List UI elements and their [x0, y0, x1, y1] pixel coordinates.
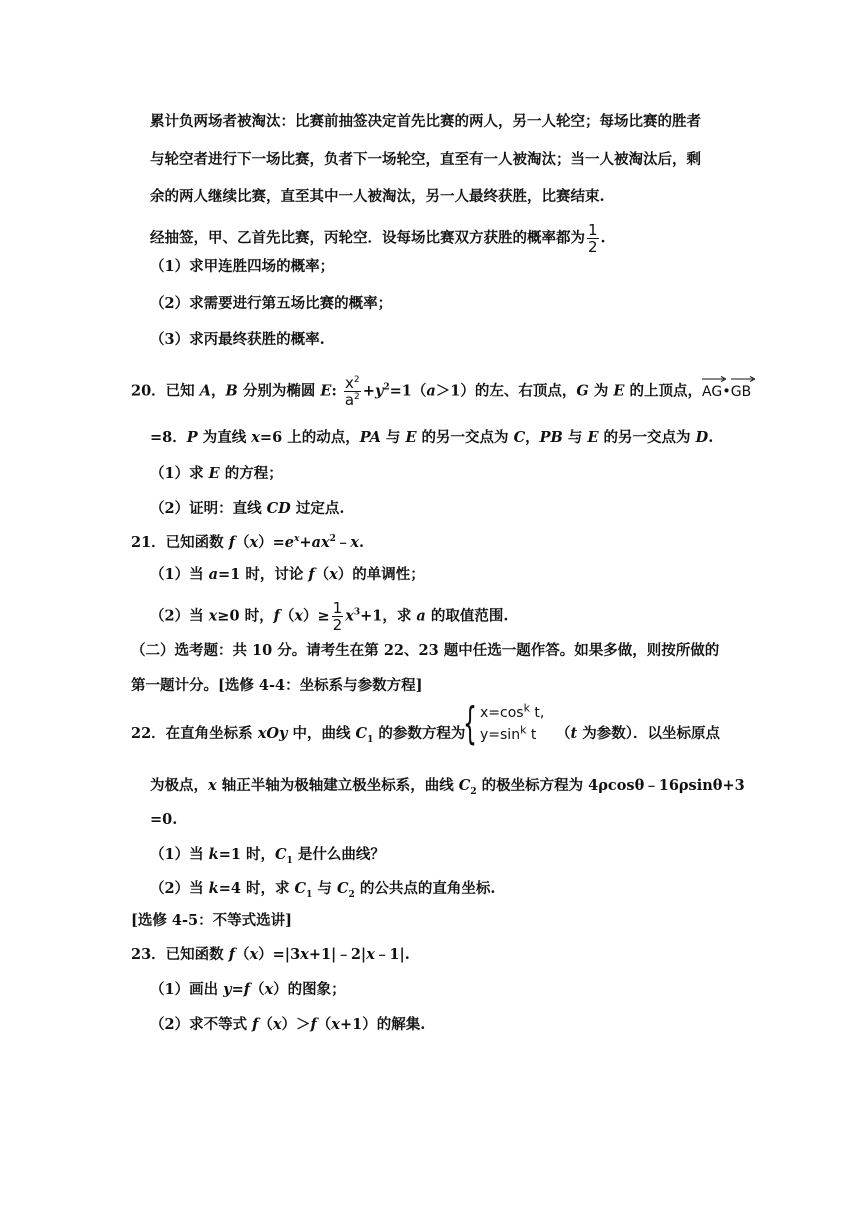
problem-22-line-3: =0.: [150, 811, 178, 828]
section-elective-line-2: 第一题计分。[选修 4-4：坐标系与参数方程]: [131, 677, 423, 694]
vector-AG: AG: [702, 382, 722, 402]
q22-part-1: （1）当 k=1 时，$C_1$ 是什么曲线？: [150, 846, 385, 866]
q20-part-1: （1）求 E 的方程；: [150, 465, 283, 482]
q19-part-3: （3）求丙最终获胜的概率.: [150, 331, 325, 348]
q22-part-2: （2）当 k=4 时，求 $C_1$ 与 $C_2$ 的公共点的直角坐标.: [150, 880, 496, 900]
q23-part-1: （1）画出 y=f（x）的图象；: [150, 981, 346, 998]
problem-23-line-1: 23．已知函数 f（x）=|3x+1|﹣2|x﹣1|.: [131, 946, 410, 963]
q20-part-2: （2）证明：直线 CD 过定点.: [150, 500, 345, 517]
q19-part-2: （2）求需要进行第五场比赛的概率；: [150, 295, 393, 312]
problem-20-line-2: =8．P 为直线 x=6 上的动点，PA 与 E 的另一交点为 C，PB 与 E 的另一交点为 D.: [150, 429, 714, 446]
left-brace: {: [463, 698, 477, 749]
problem-19-text-line-2: 与轮空者进行下一场比赛，负者下一场轮空，直至有一人被淘汰；当一人被淘汰后，剩: [150, 151, 701, 168]
q23-part-2: （2）求不等式 f（x）＞f（x+1）的解集.: [150, 1016, 426, 1033]
section-inequality-heading: [选修 4-5：不等式选讲]: [131, 912, 292, 929]
problem-22-line-1-tail: （t 为参数）．以坐标原点: [556, 725, 721, 742]
parametric-system: [456, 698, 545, 749]
ellipse-fraction: $\frac{x^2}{a^2}$: [344, 374, 360, 409]
param-eq-x: $x=\cos^k$ t,: [480, 701, 545, 721]
problem-22-line-2: 为极点，x 轴正半轴为极轴建立极坐标系，曲线 $C_2$ 的极坐标方程为 4ρcosθ﹣16ρsinθ+3: [150, 777, 745, 797]
fraction-one-half-q21: $\frac{1}{2}$: [332, 599, 343, 634]
problem-22-line-1: 22．在直角坐标系 xOy 中，曲线 $C_1$ 的参数方程为: [131, 725, 466, 745]
problem-21-line-1: 21．已知函数 $f(x)=e^x+ax^2﹣x$.: [131, 534, 365, 551]
q21-part-2: （2）当 x≥0 时，f（x）≥ $\frac{1}{2}$ $x^3+1$，求 a 的取值范围.: [150, 599, 509, 634]
q21-part-1: （1）当 a=1 时，讨论 f（x）的单调性；: [150, 566, 425, 583]
problem-19-text-line-3: 余的两人继续比赛，直至其中一人被淘汰，另一人最终获胜，比赛结束.: [150, 188, 605, 205]
section-elective-line-1: （二）选考题：共 10 分。请考生在第 22、23 题中任选一题作答。如果多做，则按所做的: [131, 642, 720, 659]
q19-part-1: （1）求甲连胜四场的概率；: [150, 258, 335, 275]
fraction-one-half: $\frac{1}{2}$: [588, 221, 598, 256]
problem-19-text-line-4: 经抽签，甲、乙首先比赛，丙轮空．设每场比赛双方获胜的概率都为 $\frac{1}{2}$ .: [150, 221, 606, 256]
param-eq-y: $y=\sin^k$ t: [480, 723, 537, 743]
problem-19-text-line-1: 累计负两场者被淘汰：比赛前抽签决定首先比赛的两人，另一人轮空；每场比赛的胜者: [150, 113, 701, 130]
vector-GB: GB: [731, 382, 751, 402]
problem-20-line-1: 20．已知 A，B 分别为椭圆 E: $\frac{x^2}{a^2}$ $+y^2=1(a>1)$的左、右顶点，G 为 E 的上顶点， AG• GB: [131, 375, 751, 408]
